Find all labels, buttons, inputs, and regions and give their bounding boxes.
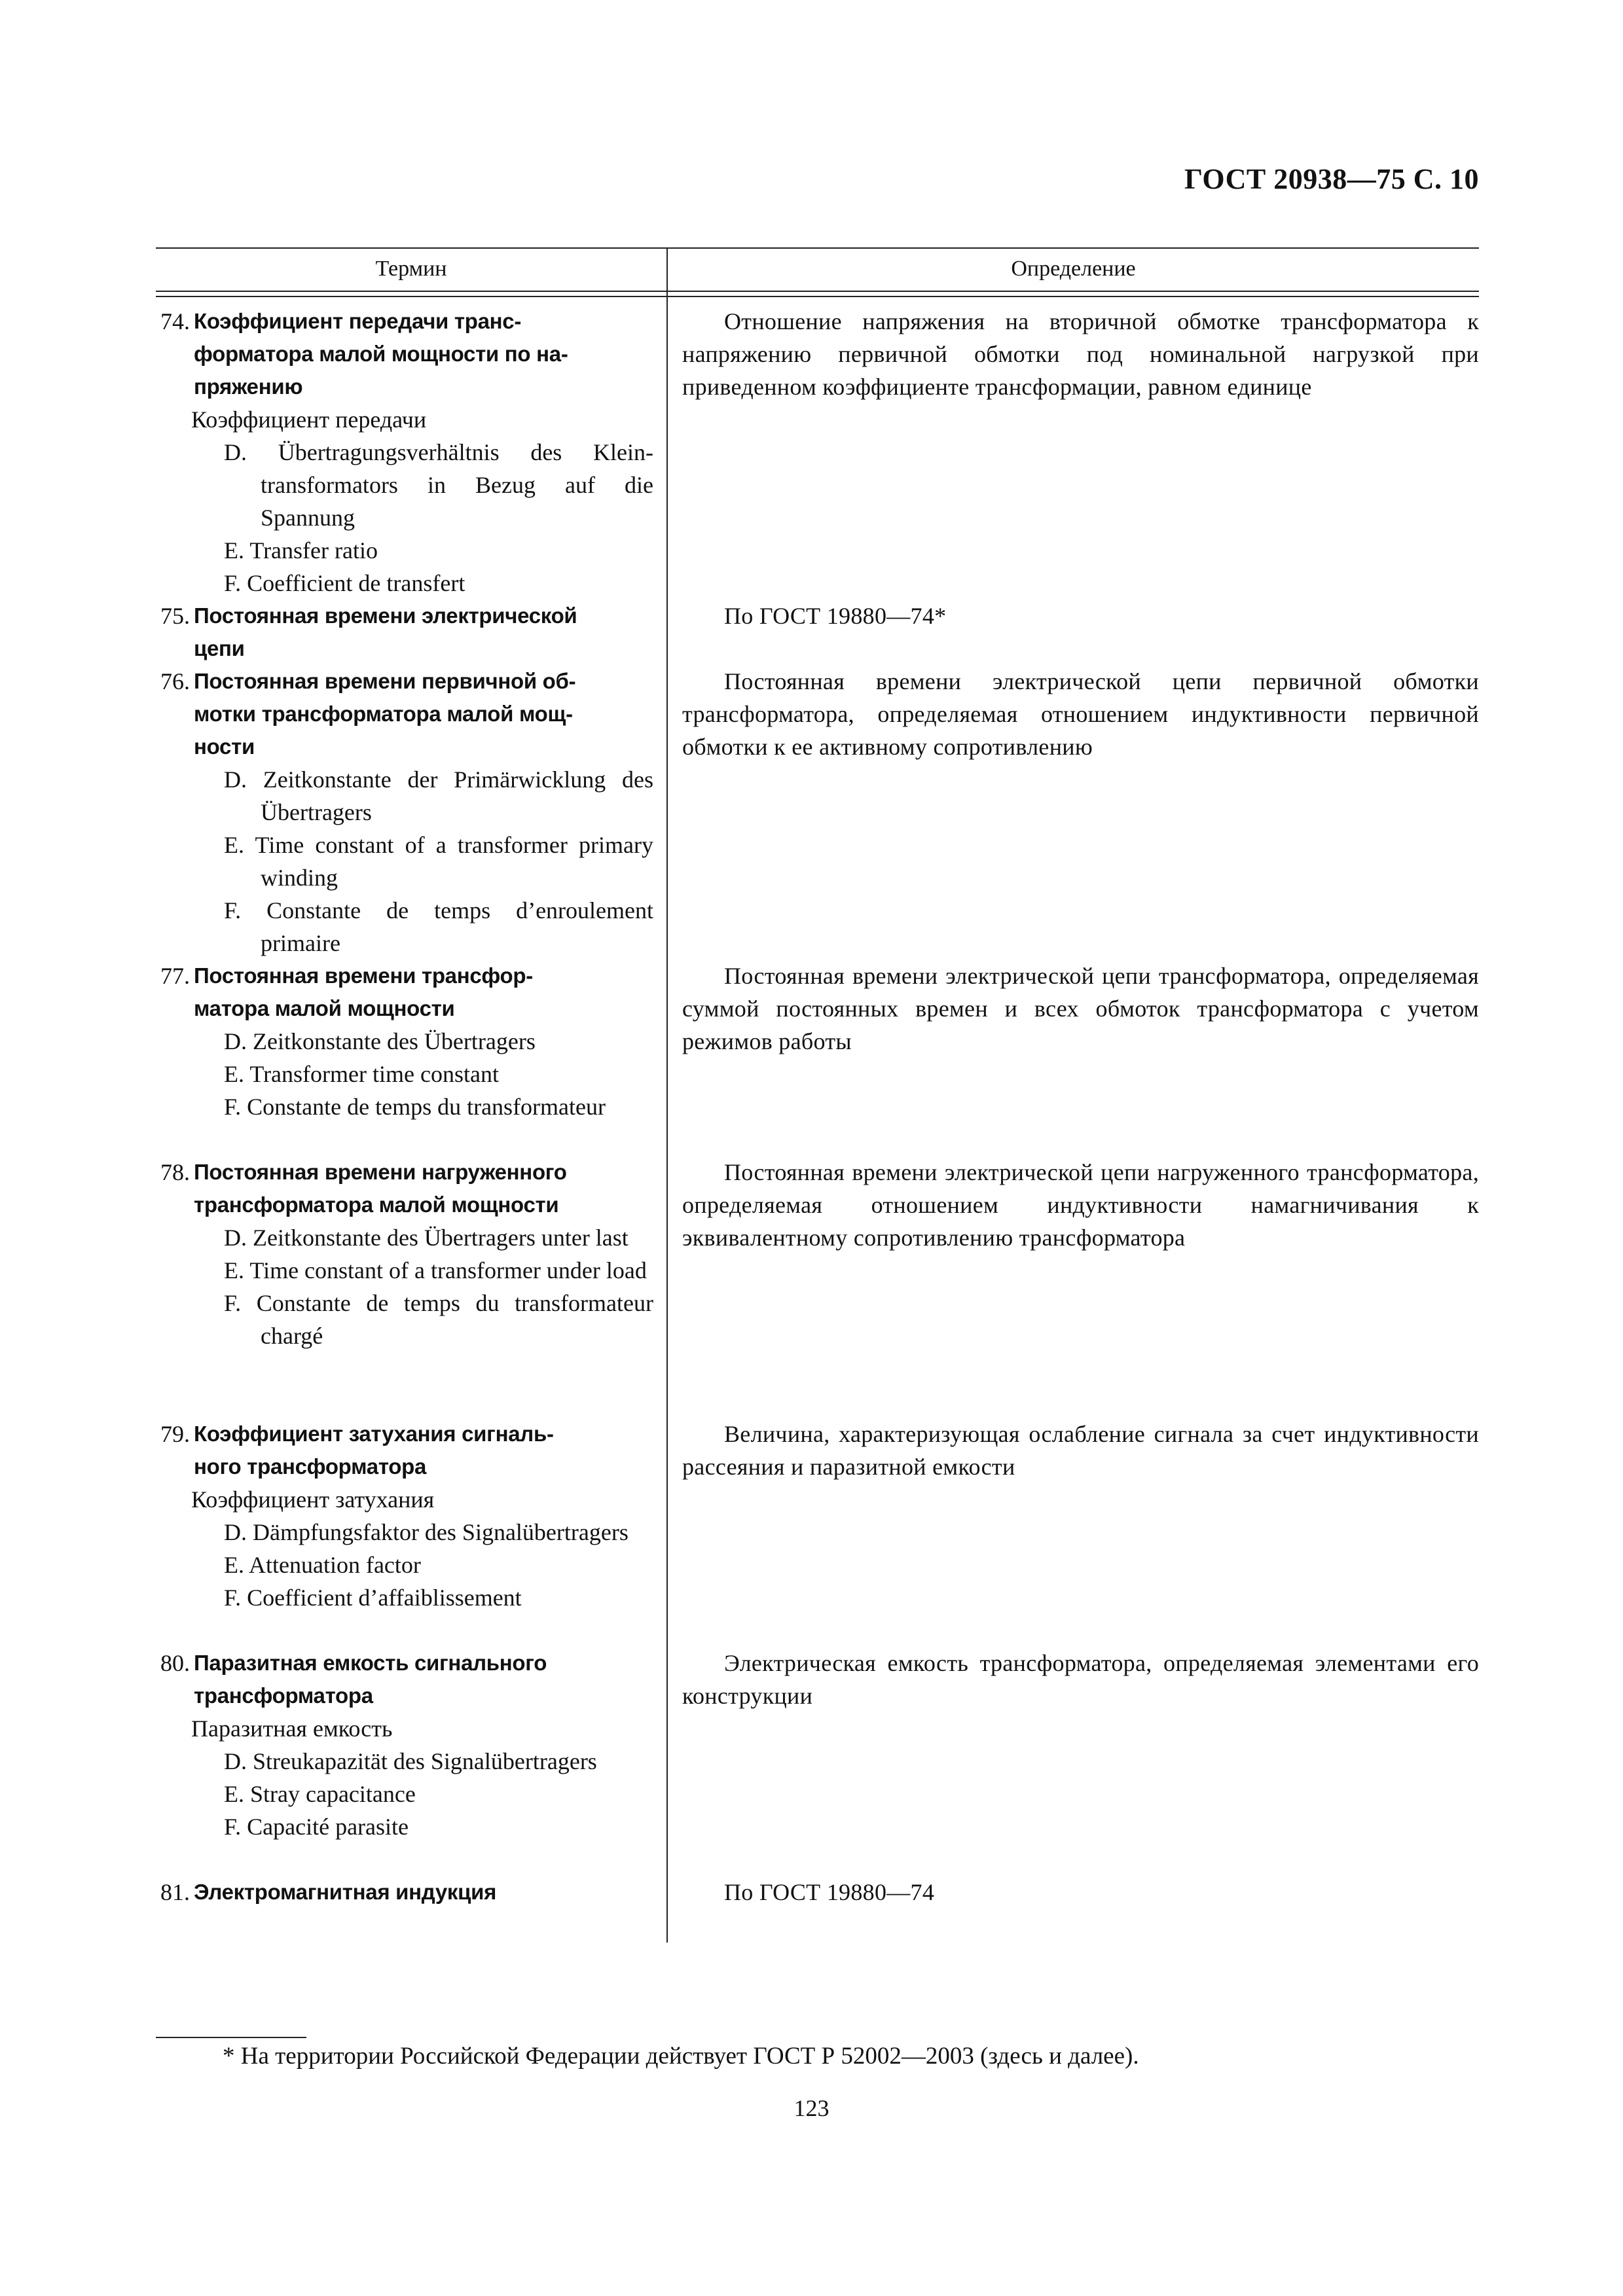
table-row — [156, 960, 1479, 1156]
foreign-equivalent: E. Transformer time constant — [224, 1061, 499, 1087]
term-name-line — [160, 960, 653, 992]
table-header-rule — [156, 291, 1479, 292]
definition-cell: Отношение напряжения на вторичной обмотке трансформатора к напряжению первичной обмотки под номинальной нагрузкой при приведенном коэффициенте трансформации, равном единице — [682, 308, 1479, 400]
term-cell — [156, 1418, 666, 1647]
column-header-term: Термин — [375, 257, 447, 281]
term-name: Коэффициент затухания сигналь- — [194, 1422, 554, 1446]
term-name-line — [160, 1647, 653, 1679]
table-row — [156, 1876, 1479, 1909]
term-name: цепи — [194, 636, 245, 660]
term-name-line — [191, 370, 653, 403]
term-number — [152, 370, 194, 403]
term-number — [152, 1679, 194, 1712]
term-name: пряжению — [194, 374, 303, 399]
foreign-equivalent: E. Time constant of a transformer primary winding — [224, 832, 653, 891]
term-cell — [156, 1647, 666, 1876]
term-cell — [156, 960, 666, 1156]
foreign-equivalent: E. Time constant of a transformer under load — [224, 1257, 647, 1283]
foreign-equivalent: F. Capacité parasite — [224, 1814, 409, 1840]
term-name: Постоянная времени нагруженного — [194, 1160, 567, 1184]
definition-cell: Постоянная времени электрической цепи трансформатора, определяемая суммой постоянных времен и всех обмоток трансформатора с учетом режимов работы — [682, 963, 1479, 1054]
table-row — [156, 665, 1479, 960]
term-name-line — [191, 730, 653, 763]
term-name: Коэффициент передачи транс- — [194, 309, 522, 333]
term-name-line — [191, 338, 653, 370]
term-number: 79. — [160, 1421, 190, 1447]
term-number — [152, 992, 194, 1025]
term-number: 78. — [160, 1159, 190, 1185]
term-name: Постоянная времени трансфор- — [194, 963, 533, 988]
term-name-line — [191, 1679, 653, 1712]
term-number: 80. — [160, 1650, 190, 1676]
term-name-line — [191, 992, 653, 1025]
term-cell — [156, 1876, 666, 1909]
term-name-line — [160, 1418, 653, 1450]
foreign-equivalent: E. Transfer ratio — [224, 537, 378, 564]
term-number — [152, 1450, 194, 1483]
term-name: форматора малой мощности по на- — [194, 342, 568, 366]
term-name: ности — [194, 734, 255, 759]
foreign-equivalent: D. Streukapazität des Signalübertragers — [224, 1748, 597, 1774]
term-number — [152, 698, 194, 730]
term-name-line — [191, 698, 653, 730]
term-name-line — [160, 305, 653, 338]
term-number: 81. — [160, 1879, 190, 1905]
term-name: мотки трансформатора малой мощ- — [194, 702, 573, 726]
table-body — [156, 305, 1479, 1909]
foreign-equivalent: F. Constante de temps d’enroulement primaire — [224, 897, 653, 956]
foreign-equivalent: E. Attenuation factor — [224, 1552, 421, 1578]
term-cell — [156, 1156, 666, 1418]
foreign-equivalent: F. Constante de temps du transformateur chargé — [224, 1290, 653, 1349]
term-number: 77. — [160, 963, 190, 989]
term-number: 76. — [160, 668, 190, 694]
foreign-equivalent: D. Zeitkonstante des Übertragers unter last — [224, 1225, 629, 1251]
term-number — [152, 632, 194, 665]
footnote: * На территории Российской Федерации действует ГОСТ Р 52002—2003 (здесь и далее). — [223, 2043, 1139, 2070]
footnote-rule — [156, 2037, 306, 2038]
term-name-line — [191, 632, 653, 665]
foreign-equivalent: D. Zeitkonstante des Übertragers — [224, 1028, 536, 1054]
page-number: 123 — [793, 2095, 830, 2121]
term-synonym: Коэффициент передачи — [191, 406, 427, 433]
definition-cell: По ГОСТ 19880—74 — [724, 1879, 935, 1905]
table-top-rule — [156, 247, 1479, 249]
page-header: ГОСТ 20938—75 С. 10 — [1184, 163, 1479, 195]
term-cell — [156, 600, 666, 665]
term-synonym: Коэффициент затухания — [191, 1486, 435, 1513]
table-row — [156, 600, 1479, 665]
term-name-line — [191, 1189, 653, 1221]
table-row — [156, 1418, 1479, 1647]
term-name: трансформатора малой мощности — [194, 1193, 559, 1217]
term-synonym: Паразитная емкость — [191, 1715, 393, 1742]
definition-cell: Постоянная времени электрической цепи нагруженного трансформатора, определяемая отношением индуктивности намагничивания к эквивалентному сопротивлению трансформатора — [682, 1159, 1479, 1251]
term-name: трансформатора — [194, 1683, 373, 1708]
table-row — [156, 305, 1479, 600]
definition-cell: Электрическая емкость трансформатора, определяемая элементами его конструкции — [682, 1650, 1479, 1709]
term-name-line — [191, 1450, 653, 1483]
column-header-definition: Определение — [1011, 257, 1136, 281]
term-name-line — [160, 665, 653, 698]
definition-cell: Постоянная времени электрической цепи первичной обмотки трансформатора, определяемая отношением индуктивности первичной обмотки к ее активному сопротивлению — [682, 668, 1479, 760]
term-number: 74. — [160, 308, 190, 334]
term-number: 75. — [160, 603, 190, 629]
foreign-equivalent: D. Übertragungsverhältnis des Klein-transformators in Bezug auf die Spannung — [224, 439, 653, 531]
term-name-line — [160, 600, 653, 632]
foreign-equivalent: D. Dämpfungsfaktor des Signalübertragers — [224, 1519, 629, 1545]
term-name-line — [160, 1156, 653, 1189]
term-number — [152, 730, 194, 763]
term-name: Постоянная времени электрической — [194, 603, 577, 628]
term-name: ного трансформатора — [194, 1454, 427, 1479]
term-cell — [156, 305, 666, 600]
foreign-equivalent: F. Constante de temps du transformateur — [224, 1094, 606, 1120]
term-name: Электромагнитная индукция — [194, 1880, 497, 1904]
term-name: матора малой мощности — [194, 996, 455, 1020]
table-header-rule-double — [156, 296, 1479, 297]
term-name-line — [160, 1876, 653, 1909]
foreign-equivalent: E. Stray capacitance — [224, 1781, 416, 1807]
foreign-equivalent: F. Coefficient de transfert — [224, 570, 465, 596]
term-name: Паразитная емкость сигнального — [194, 1651, 547, 1675]
term-number — [152, 1189, 194, 1221]
definition-cell: По ГОСТ 19880—74* — [724, 603, 947, 629]
table-row — [156, 1156, 1479, 1418]
term-cell — [156, 665, 666, 960]
table-row — [156, 1647, 1479, 1876]
term-number — [152, 338, 194, 370]
term-name: Постоянная времени первичной об- — [194, 669, 576, 693]
definition-cell: Величина, характеризующая ослабление сигнала за счет индуктивности рассеяния и паразитной емкости — [682, 1421, 1479, 1480]
foreign-equivalent: F. Coefficient d’affaiblissement — [224, 1585, 522, 1611]
foreign-equivalent: D. Zeitkonstante der Primärwicklung des Übertragers — [224, 766, 653, 825]
